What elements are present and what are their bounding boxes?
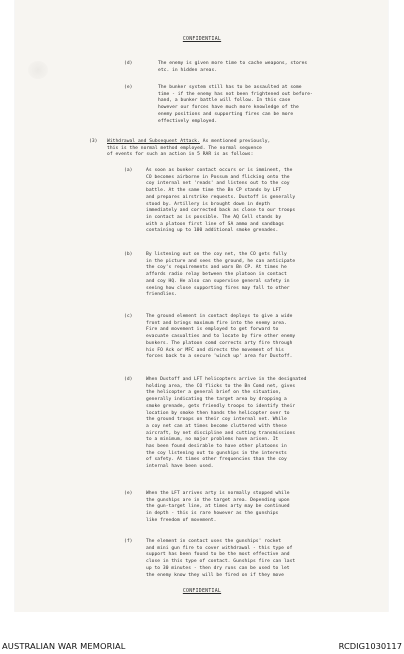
text-line: CO becomes airborne in Possum and flicking onto the — [146, 174, 290, 180]
text-line: holding area, the CO flicks to the Bn Comd net, gives — [146, 383, 296, 389]
text-line: hand, a bunker battle will follow. In this case — [158, 98, 291, 104]
text-line: aircraft, by net discipline and cutting transmissions — [146, 430, 296, 436]
text-line: The bunker system still has to be assaulted at some — [158, 85, 302, 90]
item-label: (e) — [124, 491, 133, 496]
item-label: (d) — [124, 61, 133, 66]
text-line: this is the normal method employed. The normal sequence — [107, 145, 262, 151]
classification-header: CONFIDENTIAL — [182, 37, 222, 42]
item-text — [146, 539, 365, 579]
text-line: his FO Ack or MFC and directs the movement of his — [146, 347, 284, 353]
text-line: the ground troops on their coy internal net. While — [146, 417, 287, 423]
text-line: When Dustoff and LFT helicopters arrive in the designated — [146, 377, 307, 382]
text-line: however our forces have much more knowledge of the — [158, 105, 299, 111]
document-reference: RCDIG1030117 — [338, 641, 402, 651]
text-line: As mentioned previously, — [202, 139, 271, 144]
item-text — [146, 491, 365, 525]
text-line: close in this type of contact. Gunships fire can last — [146, 559, 296, 565]
text-line: like freedom of movement. — [146, 517, 217, 523]
text-line: battle. At the same time the Bn CP stands by LFT — [146, 188, 282, 194]
text-line: effectively employed. — [158, 118, 218, 124]
text-line: to a minimum, no major problems have arisen. It — [146, 437, 279, 443]
item-label: (e) — [124, 85, 133, 90]
text-line: By listening out on the coy net, the CO gets fully — [146, 252, 287, 257]
text-line: bunkers. The platoon comd corrects arty fire through — [146, 340, 293, 346]
text-line: location by smoke then hands the helicopter over to — [146, 410, 290, 416]
item-label: (c) — [124, 314, 133, 319]
text-line: the helicopter a general brief on the situation, — [146, 390, 282, 396]
item-text — [146, 314, 365, 361]
item-text — [146, 252, 365, 299]
paragraph-text — [107, 139, 343, 159]
text-line: evacuate casualties and to locate by fire other enemy — [146, 334, 296, 340]
text-line: with a platoon first line of SA ammo and sandbags — [146, 221, 284, 227]
text-line: and mini gun fire to cover withdrawal - this type of — [146, 545, 293, 551]
classification-footer: CONFIDENTIAL — [182, 589, 222, 594]
text-line: the coy listening out to gunships in the interests — [146, 450, 287, 456]
text-line: The enemy is given more time to cache weapons, stores — [158, 61, 308, 66]
item-label: (b) — [124, 252, 133, 257]
item-label: (a) — [124, 168, 133, 173]
text-line: The ground element in contact deploys to give a wide — [146, 314, 293, 319]
text-line: containing up to 100 additional smoke grenades. — [146, 228, 279, 234]
text-line: has been found desirable to have other platoons in — [146, 444, 287, 450]
institution-label: AUSTRALIAN WAR MEMORIAL — [2, 641, 126, 651]
text-line: enemy positions and supporting fires can be more — [158, 111, 294, 117]
item-label: (f) — [124, 539, 133, 544]
item-text — [158, 85, 377, 125]
text-line: When the LFT arrives arty is normally stopped while — [146, 491, 290, 496]
paragraph-heading: Withdrawal and Subsequent Attack. — [107, 139, 200, 144]
text-line: generally indicating the target area by dropping a — [146, 397, 287, 403]
text-line: The element in contact uses the gunships' rocket — [146, 539, 282, 544]
item-text — [146, 168, 365, 235]
text-line: the gun-target line, at times arty may be continued — [146, 504, 290, 510]
text-line: friendlies. — [146, 292, 177, 298]
text-line: in the picture and sees the ground, he can anticipate — [146, 258, 296, 264]
item-text — [158, 61, 377, 74]
item-label: (d) — [124, 377, 133, 382]
text-line: Fire and movement is employed to get forward to — [146, 327, 279, 333]
text-line: time - if the enemy has not been frightened out before- — [158, 91, 313, 97]
text-line: forces back to a secure 'winch up' area for Dustoff. — [146, 354, 293, 360]
item-text — [146, 377, 382, 471]
text-line: and prepares airstrike requests. Dustoff is generally — [146, 194, 296, 200]
text-line: As soon as bunker contact occurs or is imminent, the — [146, 168, 293, 173]
text-line: a coy net can at times become cluttered with these — [146, 423, 287, 429]
text-line: internal have been used. — [146, 464, 214, 470]
paragraph-number: (3) — [89, 139, 98, 144]
text-line: of safety. At times other frequencies than the coy — [146, 457, 287, 463]
text-line: and coy HQ. He also can supervise general safety in — [146, 278, 290, 284]
text-line: of events for such an action in 5 RAR is as follows: — [107, 152, 254, 158]
text-line: immediately and corrected back as close to our troops — [146, 208, 296, 214]
text-line: coy internal net 'reads' and listens out to the coy — [146, 181, 290, 187]
text-line: support has been found to be the most effective and — [146, 552, 290, 558]
text-line: up to 30 minutes - then dry runs can be used to let — [146, 565, 290, 571]
text-line: etc. in hidden areas. — [158, 67, 218, 73]
text-line: the coy's requirements and warn Bn CP. At times he — [146, 265, 287, 271]
text-line: in contact as is possible. The AQ Cell stands by — [146, 214, 282, 220]
text-line: the gunships are in the target area. Depending upon — [146, 497, 290, 503]
text-line: smoke grenade, gets friendly troops to identify their — [146, 403, 296, 409]
text-line: seeing how close supporting fires may fall to other — [146, 285, 290, 291]
text-line: the enemy know they will be fired on if they move — [146, 572, 284, 578]
text-line: in depth - this is rare however as the gunships — [146, 511, 279, 517]
text-line: front and brings maximum fire into the enemy area. — [146, 320, 287, 326]
text-line: stood by. Artillery is brought down in depth — [146, 201, 270, 207]
text-line: affords radio relay between the platoon in contact — [146, 272, 287, 278]
